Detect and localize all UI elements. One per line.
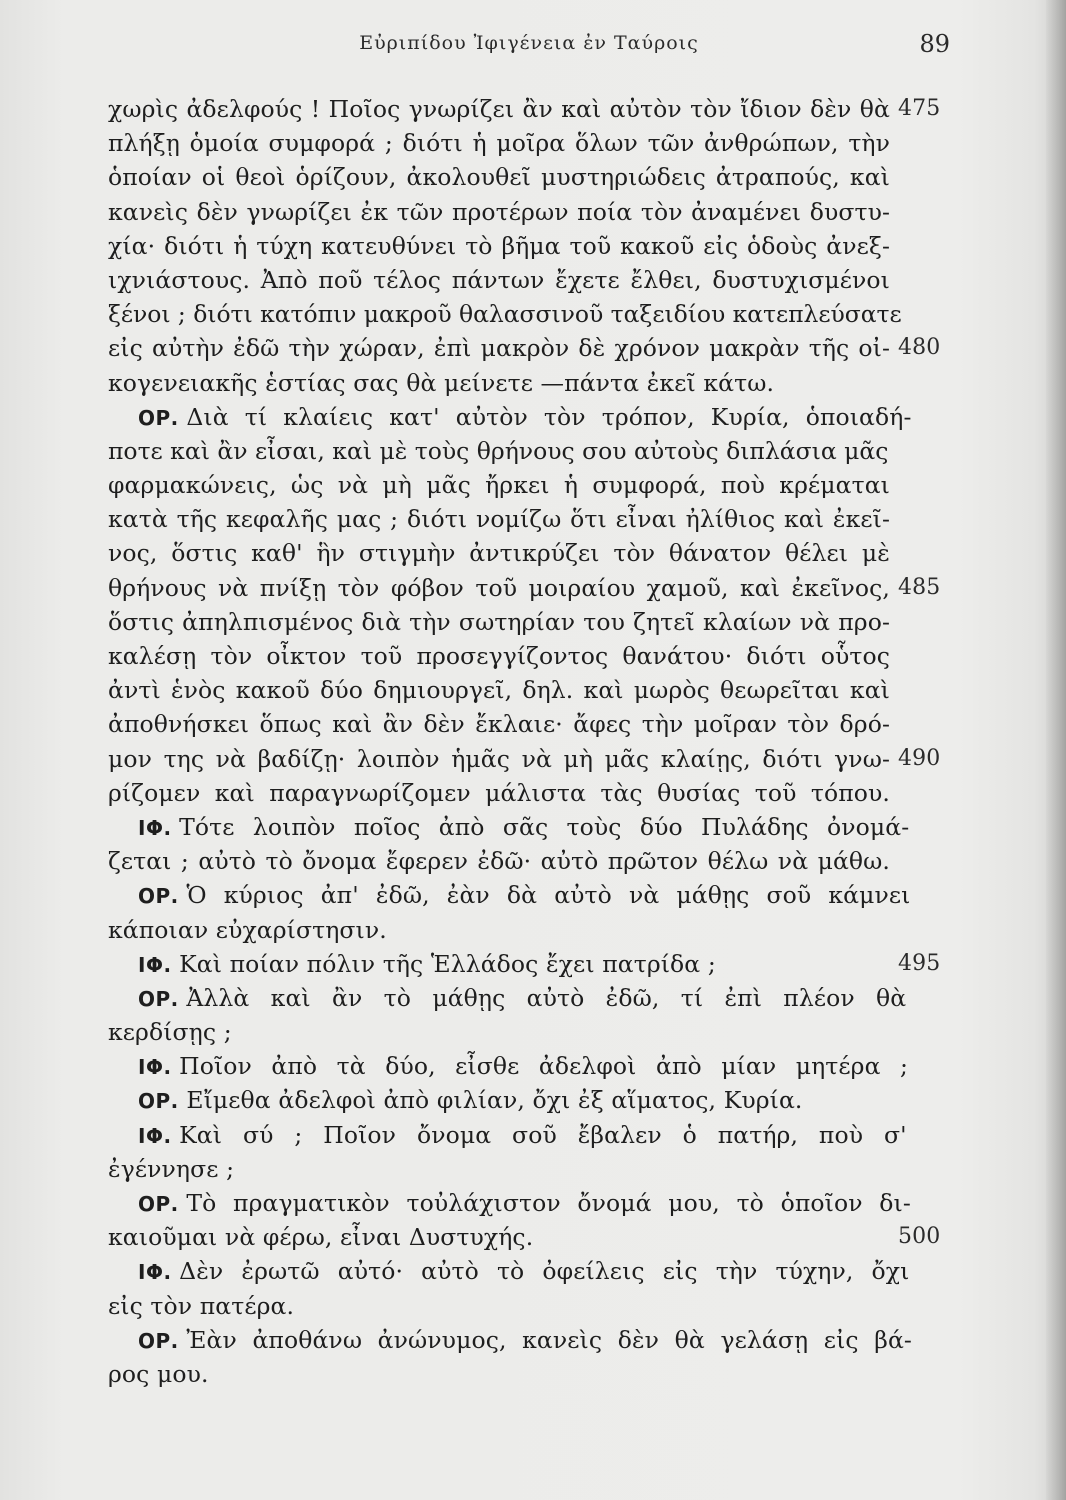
speaker-label: ΙΦ. <box>138 952 172 977</box>
verse-line-number: 480 <box>898 335 941 361</box>
text-line <box>108 639 908 673</box>
text-line <box>108 878 911 912</box>
line-text: Τὸ πραγματικὸν τοὐλάχιστον ὄνομά μου, τὸ ὁποῖον δι- <box>186 1189 911 1217</box>
text-line <box>108 502 908 536</box>
line-text: κάποιαν εὐχαρίστησιν. <box>108 915 387 944</box>
verse-line-number: 495 <box>898 950 941 976</box>
speaker-label: ΟΡ. <box>138 884 179 909</box>
line-text: Ὁ κύριος ἀπ' ἐδῶ, ἐὰν δὰ αὐτὸ νὰ μάθῃς σοῦ κάμνει <box>186 881 911 910</box>
text-line <box>108 810 908 844</box>
line-text: χωρὶς ἀδελφούς ! Ποῖος γνωρίζει ἂν καὶ αὐτὸν τὸν ἴδιον δὲν θὰ <box>108 95 890 123</box>
line-text: μον της νὰ βαδίζῃ· λοιπὸν ἡμᾶς νὰ μὴ μᾶς κλαίῃς, διότι γνω- <box>108 744 890 773</box>
line-text: ὁποίαν οἱ θεοὶ ὁρίζουν, ἀκολουθεῖ μυστηριώδεις ἀτραπούς, καὶ <box>108 163 890 192</box>
line-text: ὅστις ἀπηλπισμένος διὰ τὴν σωτηρίαν του ζητεῖ κλαίων νὰ προ- <box>108 607 890 636</box>
speaker-label: ΙΦ. <box>138 1260 172 1285</box>
text-line <box>108 1254 908 1288</box>
line-text: Διὰ τί κλαίεις κατ' αὐτὸν τὸν τρόπον, Κυρία, ὁποιαδή- <box>186 402 912 431</box>
line-text: ζεται ; αὐτὸ τὸ ὄνομα ἔφερεν ἐδῶ· αὐτὸ πρῶτον θέλω νὰ μάθω. <box>108 847 890 876</box>
speaker-label: ΟΡ. <box>138 986 179 1011</box>
line-text: ξένοι ; διότι κατόπιν μακροῦ θαλασσινοῦ ταξειδίου κατεπλεύσατε <box>108 300 902 329</box>
text-line <box>108 400 912 434</box>
text-line <box>108 981 908 1015</box>
text-line <box>108 605 908 639</box>
text-line <box>108 434 908 468</box>
text-line <box>108 1289 908 1323</box>
speaker-label: ΙΦ. <box>138 815 172 840</box>
line-text: Ποῖον ἀπὸ τὰ δύο, εἶσθε ἀδελφοὶ ἀπὸ μίαν μητέρα ; <box>179 1052 909 1081</box>
line-text: κερδίσῃς ; <box>108 1018 232 1047</box>
speaker-label: ΟΡ. <box>138 1328 179 1353</box>
line-text: κανεὶς δὲν γνωρίζει ἐκ τῶν προτέρων ποία τὸν ἀναμένει δυστυ- <box>108 197 890 226</box>
line-text: καιοῦμαι νὰ φέρω, εἶναι Δυστυχής. <box>108 1223 534 1252</box>
line-text: πλήξῃ ὁμοία συμφορά ; διότι ἡ μοῖρα ὅλων τῶν ἀνθρώπων, τὴν <box>108 129 890 158</box>
speaker-label: ΟΡ. <box>138 405 179 430</box>
text-line <box>108 536 908 570</box>
text-line <box>108 92 941 126</box>
text-line <box>108 1220 941 1254</box>
speaker-label: ΙΦ. <box>138 1123 172 1148</box>
text-line <box>108 1049 908 1083</box>
line-text: Ἐὰν ἀποθάνω ἀνώνυμος, κανεὶς δὲν θὰ γελάσῃ εἰς βά- <box>186 1325 912 1354</box>
text-line <box>108 366 908 400</box>
running-head: Εὐριπίδου Ἰφιγένεια ἐν Ταύροις <box>359 32 699 54</box>
text-line <box>108 844 908 878</box>
text-line <box>108 1323 912 1357</box>
text-line <box>108 913 908 947</box>
line-text: Καὶ ποίαν πόλιν τῆς Ἑλλάδος ἔχει πατρίδα ; <box>179 949 716 978</box>
text-line <box>108 195 908 229</box>
text-line <box>108 707 908 741</box>
verse-line-number: 490 <box>898 745 941 771</box>
speaker-label: ΙΦ. <box>138 1055 172 1080</box>
line-text: Δὲν ἐρωτῶ αὐτό· αὐτὸ τὸ ὀφείλεις εἰς τὴν τύχην, ὄχι <box>179 1257 910 1286</box>
verse-line-number: 475 <box>898 96 941 121</box>
line-text: ρίζομεν καὶ παραγνωρίζομεν μάλιστα τὰς θυσίας τοῦ τόπου. <box>108 778 890 807</box>
text-line <box>108 673 908 707</box>
text-line <box>108 1083 908 1117</box>
line-text: θρήνους νὰ πνίξῃ τὸν φόβον τοῦ μοιραίου χαμοῦ, καὶ ἐκεῖνος, <box>108 573 890 602</box>
speaker-label: ΟΡ. <box>138 1089 179 1114</box>
line-text: κογενειακῆς ἑστίας σας θὰ μείνετε —πάντα ἐκεῖ κάτω. <box>108 368 775 397</box>
line-text: νος, ὅστις καθ' ἣν στιγμὴν ἀντικρύζει τὸν θάνατον θέλει μὲ <box>108 539 890 568</box>
verse-line-number: 485 <box>898 574 941 600</box>
text-line <box>108 160 908 194</box>
play-text <box>108 92 941 1391</box>
page-header <box>108 28 950 64</box>
line-text: χία· διότι ἡ τύχη κατευθύνει τὸ βῆμα τοῦ κακοῦ εἰς ὁδοὺς ἀνεξ- <box>108 231 890 260</box>
page-number: 89 <box>919 30 950 58</box>
line-text: ἐγέννησε ; <box>108 1154 235 1183</box>
line-text: καλέσῃ τὸν οἶκτον τοῦ προσεγγίζοντος θανάτου· διότι οὗτος <box>108 642 890 670</box>
line-text: Καὶ σύ ; Ποῖον ὄνομα σοῦ ἔβαλεν ὁ πατήρ, ποὺ σ' <box>179 1120 907 1149</box>
text-line <box>108 331 941 365</box>
line-text: κατὰ τῆς κεφαλῆς μας ; διότι νομίζω ὅτι εἶναι ἠλίθιος καὶ ἐκεῖ- <box>108 505 890 534</box>
text-line <box>108 776 908 810</box>
line-text: φαρμακώνεις, ὡς νὰ μὴ μᾶς ἤρκει ἡ συμφορά, ποὺ κρέμαται <box>108 471 890 500</box>
verse-line-number: 500 <box>898 1224 941 1250</box>
page-edge-shadow <box>1046 0 1066 1500</box>
line-text: εἰς αὐτὴν ἐδῶ τὴν χώραν, ἐπὶ μακρὸν δὲ χρόνον μακρὰν τῆς οἰ- <box>108 334 890 363</box>
text-line <box>108 126 908 160</box>
text-line <box>108 1186 911 1220</box>
text-line <box>108 1015 908 1049</box>
line-text: Τότε λοιπὸν ποῖος ἀπὸ σᾶς τοὺς δύο Πυλάδης ὀνομά- <box>179 812 910 841</box>
text-line <box>108 1118 908 1152</box>
line-text: ιχνιάστους. Ἀπὸ ποῦ τέλος πάντων ἔχετε ἔλθει, δυστυχισμένοι <box>108 265 890 294</box>
line-text: Εἴμεθα ἀδελφοὶ ἀπὸ φιλίαν, ὄχι ἐξ αἵματος, Κυρία. <box>186 1086 803 1115</box>
text-line <box>108 1152 908 1186</box>
speaker-label: ΟΡ. <box>138 1192 179 1216</box>
line-text: ρος μου. <box>108 1359 209 1388</box>
text-line <box>108 468 908 502</box>
text-line <box>108 229 908 263</box>
text-line <box>108 297 908 331</box>
text-line <box>108 263 908 297</box>
line-text: ἀντὶ ἑνὸς κακοῦ δύο δημιουργεῖ, δηλ. καὶ μωρὸς θεωρεῖται καὶ <box>108 676 890 705</box>
line-text: εἰς τὸν πατέρα. <box>108 1291 295 1320</box>
line-text: Ἀλλὰ καὶ ἂν τὸ μάθῃς αὐτὸ ἐδῶ, τί ἐπὶ πλέον θὰ <box>186 983 907 1012</box>
text-line <box>108 1357 908 1391</box>
line-text: ἀποθνήσκει ὅπως καὶ ἂν δὲν ἔκλαιε· ἄφες τὴν μοῖραν τὸν δρό- <box>108 710 890 739</box>
text-line <box>108 742 941 776</box>
text-line <box>108 947 941 981</box>
line-text: ποτε καὶ ἂν εἶσαι, καὶ μὲ τοὺς θρήνους σου αὐτοὺς διπλάσια μᾶς <box>108 436 889 465</box>
text-line <box>108 571 941 605</box>
